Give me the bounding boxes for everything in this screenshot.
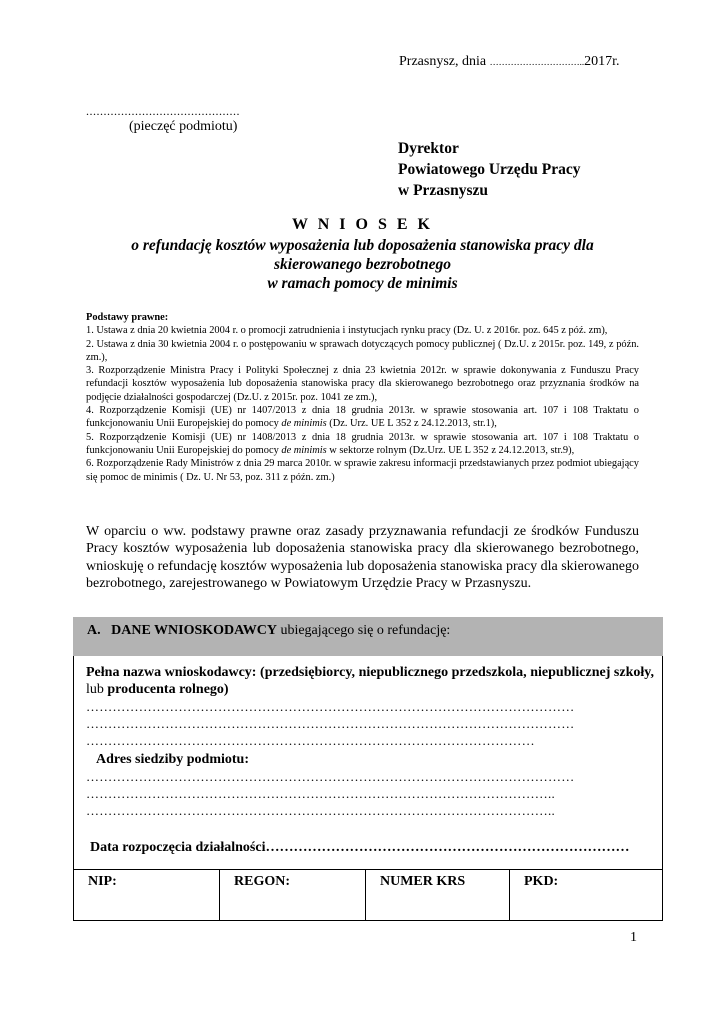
year: 2017r. — [584, 54, 620, 69]
legal-item-5-tail: w sektorze rolnym (Dz.Urz. UE L 352 z 24.12.2013, str.9), — [326, 444, 575, 456]
start-date-label: Data rozpoczęcia działalności — [90, 840, 266, 855]
subtitle-line-3: w ramach pomocy de minimis — [267, 275, 458, 292]
applicant-data-box — [73, 656, 663, 870]
legal-item-4-tail: (Dz. Urz. UE L 352 z 24.12.2013, str.1), — [326, 418, 497, 430]
legal-item-4-em: de minimis — [281, 418, 327, 430]
legal-item-5-text: 5. Rozporządzenie Komisji (UE) nr 1408/2013 z dnia 18 grudnia 2013r. w sprawie stosowania art. 107 i 108 Traktatu o funkcjonowaniu Unii Europejskiej do pomocy — [86, 431, 639, 456]
legal-item-4 — [86, 404, 639, 431]
section-a-rest: ubiegającego się o refundację: — [276, 623, 451, 638]
address-label: Adres siedziby podmiotu: — [96, 752, 249, 767]
addressee-line-3: w Przasnyszu — [398, 182, 488, 199]
pkd-cell[interactable] — [510, 870, 662, 920]
lub-text: lub — [86, 682, 108, 697]
legal-item-5 — [86, 431, 639, 458]
krs-cell[interactable] — [366, 870, 510, 920]
intro-paragraph: W oparciu o ww. podstawy prawne oraz zasady przyznawania refundacji ze środków Funduszu Pracy kosztów wyposażenia lub doposażenia stanowiska pracy dla skierowanego bezrobotnego, wnioskuję o refundację kosztów wyposażenia lub doposażenia stanowiska pracy dla skierowanego bezrobotnego, zarejestrowanego w Powiatowym Urzędzie Pracy w Przasnyszu. — [86, 524, 639, 591]
full-name-label-text: Pełna nazwa wnioskodawcy: (przedsiębiorcy, niepublicznego przedszkola, niepublicznej szkoły, — [86, 665, 654, 680]
krs-label: NUMER KRS — [380, 874, 466, 889]
legal-item-5-em: de minimis — [281, 444, 327, 456]
full-name-label — [86, 664, 654, 698]
addressee-line-1: Dyrektor — [398, 140, 459, 157]
stamp-label: (pieczęć podmiotu) — [129, 119, 238, 134]
legal-item-6: 6. Rozporządzenie Rady Ministrów z dnia 29 marca 2010r. w sprawie zakresu informacji przedstawianych przez podmiot ubiegający się pomoc de minimis ( Dz. U. Nr 53, poz. 311 z późn. zm.) — [86, 458, 639, 483]
addressee-block — [398, 138, 581, 201]
legal-item-3: 3. Rozporządzenie Ministra Pracy i Polityki Społecznej z dnia 23 kwietnia 2012r. w sprawie dokonywania z Funduszu Pracy refundacji kosztów wyposażenia lub doposażenia stanowiska pracy dla skierowanego bezrobotnego oraz przyznania środków na podjęcie działalności gospodarczej (Dz.U. z 2015r. poz. 1041 ze zm.), — [86, 365, 639, 403]
page-number: 1 — [630, 930, 637, 945]
section-a-header — [73, 617, 663, 656]
full-name-line-1[interactable]: ………………………………………………………………………………………………… — [86, 699, 575, 714]
legal-basis — [86, 311, 639, 484]
pkd-label: PKD: — [524, 874, 559, 889]
legal-item-1: 1. Ustawa z dnia 20 kwietnia 2004 r. o promocji zatrudnienia i instytucjach rynku pracy (Dz. U. z 2016r. poz. 645 z póź. zm), — [86, 325, 608, 337]
document-subtitle — [90, 236, 635, 293]
place-date-line — [399, 54, 619, 70]
subtitle-line-2: skierowanego bezrobotnego — [274, 256, 451, 273]
address-line-3[interactable]: …………………………………………………………………………………………….. — [86, 803, 555, 818]
nip-cell[interactable] — [74, 870, 220, 920]
subtitle-line-1: o refundację kosztów wyposażenia lub doposażenia stanowiska pracy dla — [131, 237, 594, 254]
nip-label: NIP: — [88, 874, 117, 889]
address-line-1[interactable]: ………………………………………………………………………………………………… — [86, 769, 575, 784]
legal-item-2: 2. Ustawa z dnia 30 kwietnia 2004 r. o postępowaniu w sprawach dotyczących pomocy publicznej ( Dz.U. z 2015r. poz. 149, z późn. zm.), — [86, 338, 639, 363]
section-a-title — [87, 623, 450, 639]
start-date-row — [86, 839, 654, 856]
place-prefix: Przasnysz, dnia — [399, 54, 490, 69]
full-name-line-3[interactable]: ………………………………………………………………………………………… — [86, 733, 535, 748]
date-field[interactable]: ………………………….. — [489, 57, 585, 67]
regon-cell[interactable] — [220, 870, 366, 920]
start-date-field[interactable]: …………………………………………………………………… — [265, 840, 630, 855]
section-a-letter: A. — [87, 623, 101, 638]
address-line-2[interactable]: …………………………………………………………………………………………….. — [86, 786, 555, 801]
section-a-name: DANE WNIOSKODAWCY — [111, 623, 277, 638]
document-title: W N I O S E K — [292, 216, 433, 233]
addressee-line-2: Powiatowego Urzędu Pracy — [398, 161, 581, 178]
legal-item-4-text: 4. Rozporządzenie Komisji (UE) nr 1407/2013 z dnia 18 grudnia 2013r. w sprawie stosowania art. 107 i 108 Traktatu o funkcjonowaniu Unii Europejskiej do pomocy — [86, 405, 639, 430]
full-name-line-2[interactable]: ………………………………………………………………………………………………… — [86, 716, 575, 731]
identifiers-table — [73, 869, 663, 921]
legal-heading: Podstawy prawne: — [86, 312, 169, 323]
producer-text: producenta rolnego) — [107, 682, 229, 697]
stamp-field[interactable]: ............................................ — [86, 104, 240, 118]
regon-label: REGON: — [234, 874, 290, 889]
